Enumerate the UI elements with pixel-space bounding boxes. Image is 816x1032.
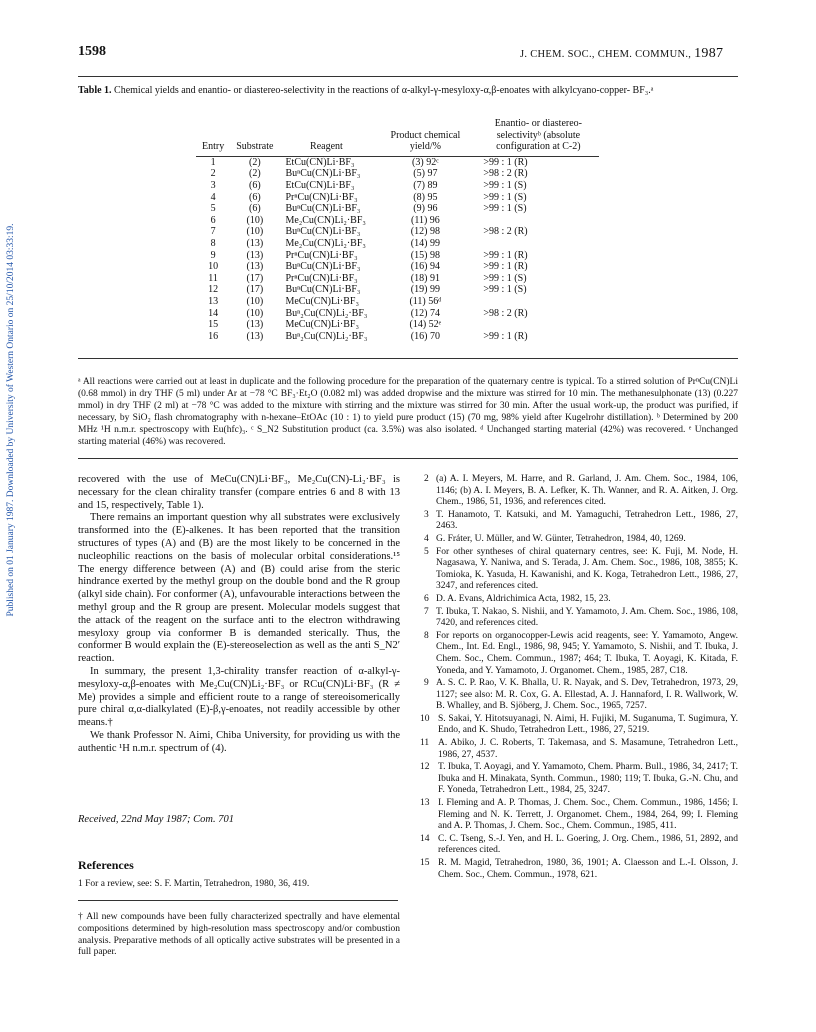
table-row [196,192,599,204]
yield-cell: (9) 96 [413,203,438,215]
entry-cell: 11 [208,272,218,284]
entry-cell: 7 [210,226,216,238]
entry-cell: 4 [210,191,216,203]
table-row [196,215,599,227]
selectivity-cell: >99 : 1 (S) [483,191,527,203]
reagent-cell: PrⁿCu(CN)Li·BF₃ [285,272,358,284]
table-row [196,331,599,343]
table-footnote-rule [78,458,738,459]
reference-text: (a) A. I. Meyers, M. Harre, and R. Garland, J. Am. Chem. Soc., 1984, 106, 1146; (b) A. I. Meyers, B. A. Lefker, K. Th. Wanner, and R. A. Aitken, J. Org. Chem., 1986, 51, 1936, and references cited. [436,474,738,508]
table-caption [78,84,738,97]
table-row [196,261,599,273]
substrate-cell: (2) [248,168,261,180]
reference-item [424,474,738,509]
reference-item [424,510,738,533]
entry-cell: 14 [208,307,219,319]
reference-text: C. C. Tseng, S.-J. Yen, and H. L. Goering, J. Org. Chem., 1986, 51, 2892, and references cited. [438,833,738,856]
col-entry: Entry [196,118,230,156]
references-heading: References [78,858,134,872]
reference-text: A. S. C. P. Rao, V. K. Bhalla, U. R. Nayak, and S. Dev, Tetrahedron, 1973, 29, 1127; see also: M. R. Cox, G. A. Ellestad, A. J. Hannaford, I. R. Wallwork, W. B. Whalley, and B. Sjöberg, J. Chem. Soc., 1965, 7257. [436,678,738,712]
body-text [78,474,400,756]
reference-item [420,833,738,857]
substrate-cell: (13) [246,261,264,273]
reference-text: I. Fleming and A. P. Thomas, J. Chem. Soc., Chem. Commun., 1986, 1456; I. Fleming and N. K. Terrett, J. Organomet. Chem., 1984, 264, 99; I. Fleming and A. P. Thomas, J. Chem. Soc., Chem. Commun., 1985, 411. [438,798,738,832]
table-row [196,250,599,262]
reference-item [78,878,400,890]
substrate-cell: (13) [246,330,264,342]
substrate-cell: (13) [246,249,264,261]
yield-cell: (3) 92ᶜ [412,156,439,168]
received-line: Received, 22nd May 1987; Com. 701 [78,814,234,825]
yield-cell: (14) 99 [410,237,440,249]
selectivity-cell: >99 : 1 (S) [483,203,527,215]
selectivity-cell: >99 : 1 (S) [483,272,527,284]
yield-cell: (15) 98 [410,249,440,261]
selectivity-cell: >99 : 1 (R) [483,156,528,168]
col-yield: Product chemical yield/% [373,118,477,156]
table-row [196,308,599,320]
reference-text: R. M. Magid, Tetrahedron, 1980, 36, 1901; A. Claesson and L.-I. Olsson, J. Chem. Soc., Chem. Commun., 1978, 621. [438,858,738,880]
selectivity-cell [477,296,599,308]
substrate-cell: (13) [246,237,264,249]
substrate-cell: (6) [248,179,261,191]
col-substrate: Substrate [230,118,279,156]
yield-cell: (5) 97 [413,168,438,180]
yield-cell: (11) 96 [410,214,440,226]
reference-text: T. Ibuka, T. Aoyagi, and Y. Yamamoto, Chem. Pharm. Bull., 1986, 34, 2417; T. Ibuka and H. Minakata, Synth. Commun., 1980; 119; T. Ibuka, G.-N. Chu, and F. Yoneda, Tetrahedron Lett., 1984, 25, 3247. [438,762,738,796]
reference-item [424,594,738,606]
reference-text: For a review, see: S. F. Martin, Tetrahedron, 1980, 36, 419. [85,879,310,889]
reagent-cell: BuⁿCu(CN)Li·BF₃ [285,226,361,238]
table-row [196,238,599,250]
reference-number: 3 [424,509,429,520]
reagent-cell: Me₂Cu(CN)Li₂·BF₃ [285,237,366,249]
reference-item [420,858,738,881]
reagent-cell: BuⁿCu(CN)Li·BF₃ [285,284,361,296]
reference-item [424,547,738,593]
reference-number: 12 [420,762,430,773]
reagent-cell: PrⁿCu(CN)Li·BF₃ [285,191,358,203]
selectivity-cell: >99 : 1 (R) [483,330,528,342]
substrate-cell: (6) [248,191,261,203]
yield-cell: (8) 95 [413,191,438,203]
yield-cell: (16) 94 [410,261,440,273]
yield-cell: (19) 99 [410,284,440,296]
reference-item [420,713,738,737]
selectivity-cell: >99 : 1 (R) [483,261,528,273]
entry-cell: 1 [210,156,216,168]
table-body [196,156,599,342]
reagent-cell: EtCu(CN)Li·BF₃ [285,179,355,191]
entry-cell: 6 [210,214,216,226]
reference-number: 15 [420,858,430,868]
journal-year: 1987 [694,46,724,61]
dagger-footnote: † All new compounds have been fully characterized spectrally and have elemental compositions determined by high-resolution mass spectroscopy and/or combustion analysis. Preparative methods of all optically active substrates will be presented in a full paper. [78,912,400,958]
substrate-cell: (13) [246,319,264,331]
reference-number: 5 [424,546,429,557]
reference-item [420,738,738,761]
substrate-cell: (6) [248,203,261,215]
selectivity-cell [477,215,599,227]
reagent-cell: BuⁿCu(CN)Li·BF₃ [285,203,361,215]
reference-item [424,678,738,713]
entry-cell: 5 [210,203,216,215]
reference-number: 10 [420,713,430,724]
entry-cell: 9 [210,249,216,261]
entry-cell: 10 [208,261,219,273]
selectivity-cell [477,238,599,250]
table-row [196,226,599,238]
table-row [196,156,599,168]
yield-cell: (12) 98 [410,226,440,238]
entry-cell: 2 [210,168,216,180]
reagent-cell: Me₂Cu(CN)Li₂·BF₃ [285,214,366,226]
reference-text: For other syntheses of chiral quaternary centres, see: K. Fuji, M. Node, H. Nagasawa, Y. Naniwa, and S. Terada, J. Am. Chem. Soc., 1986, 108, 3855; K. Tomioka, K. Yasuda, H. Kawanishi, and K. Koga, Tetrahedron Lett., 1986, 27, 3247, and references cited. [436,546,738,592]
yield-cell: (18) 91 [410,272,440,284]
table-bottom-rule [78,358,738,359]
reference-number: 6 [424,593,429,604]
yield-cell: (16) 70 [410,330,440,342]
entry-cell: 13 [208,295,219,307]
table-caption-text: Chemical yields and enantio- or diastereo-selectivity in the reactions of α-alkyl-γ-mesyloxy-α,β-enoates with alkylcyano-copper- BF₃.ᵃ [114,85,654,96]
entry-cell: 8 [210,237,216,249]
reference-text: S. Sakai, Y. Hitotsuyanagi, N. Aimi, H. Fujiki, M. Suganuma, T. Sugimura, Y. Endo, and K. Shudo, Tetrahedron Lett., 1986, 27, 5219. [438,713,738,736]
substrate-cell: (10) [246,214,264,226]
yield-cell: (12) 74 [410,307,440,319]
table-footnote: ᵃ All reactions were carried out at least in duplicate and the following procedure for the preparation of the quaternary centre is typical. To a stirred solution of PrⁿCu(CN)Li (0.68 mmol) in dry THF (5 ml) under Ar at −78 °C BF₃·Et₂O (0.082 ml) was added dropwise and the mixture was stirred for 10 min. The methanesulphonate (13) (0.227 mmol) in dry THF (2 ml) at −78 °C was added to the mixture with stirring and the mixture was stirred for 30 min. After the usual work-up, the product was purified, if necessary, by SiO₂ flash chromatography with n-hexane–EtOAc (10 : 1) to yield pure product (15) (70 mg, 98% yield after Kugelrohr distillation). ᵇ Determined by 200 MHz ¹H n.m.r. spectroscopy with Eu(hfc)₃. ᶜ S_N2 Substitution product (ca. 3.5%) was also isolated. ᵈ Unchanged starting material (42%) was recovered. ᵉ Unchanged starting material (46%) was recovered. [78,377,738,447]
body-paragraph: There remains an important question why all substrates were exclusively transformed into the (E)-alkenes. It has been reported that the transition structures of types (A) and (B) are the most likely to be concerned in the nucleophilic reactions on the basis of molecular orbital considerations.¹⁵ The energy difference between (A) and (B) could arise from the steric hindrance exerted by the methyl group on the double bond and the R group (alkyl side chain). For conformer (A), unfavourable interactions between the methyl group and the R group are present. Molecular models suggest that the attack of the reagent on the surface anti to the electron withdrawing mesyloxy group via conformer B is demanded sterically. Thus, the conformer B would explain the (E)-stereoselection as well as the anti S_N2′ reaction. [78,512,400,665]
body-paragraph: We thank Professor N. Aimi, Chiba University, for providing us with the authentic ¹H n.m.r. spectrum of (4). [78,729,400,754]
reagent-cell: MeCu(CN)Li·BF₃ [285,319,359,331]
table-row [196,319,599,331]
reference-text: G. Fráter, U. Müller, and W. Günter, Tetrahedron, 1984, 40, 1269. [436,533,686,544]
entry-cell: 3 [210,179,216,191]
substrate-cell: (17) [246,284,264,296]
reagent-cell: Buⁿ₂Cu(CN)Li₂·BF₃ [285,307,368,319]
substrate-cell: (10) [246,295,264,307]
references-list [420,474,738,882]
table-row [196,168,599,180]
journal-header [520,46,723,62]
reference-number: 4 [424,533,429,544]
footnote-rule [78,900,398,901]
journal-name: J. CHEM. SOC., CHEM. COMMUN., [520,49,692,60]
selectivity-cell: >99 : 1 (R) [483,249,528,261]
results-table [196,118,599,342]
reference-item [424,607,738,630]
entry-cell: 16 [208,330,219,342]
reference-number: 11 [420,738,430,749]
reagent-cell: MeCu(CN)Li·BF₃ [285,295,359,307]
body-paragraph: recovered with the use of MeCu(CN)Li·BF₃, Me₂Cu(CN)-Li₂·BF₃ is necessary for the clean chirality transfer (compare entries 6 and 8 with 13 and 15, respectively, Table 1). [78,474,400,511]
reference-item [424,534,738,546]
selectivity-cell: >99 : 1 (S) [483,179,527,191]
selectivity-cell: >99 : 1 (S) [483,284,527,296]
selectivity-cell: >98 : 2 (R) [483,168,528,180]
reagent-cell: Buⁿ₂Cu(CN)Li₂·BF₃ [285,330,368,342]
reference-text: D. A. Evans, Aldrichimica Acta, 1982, 15, 23. [436,593,611,604]
substrate-cell: (17) [246,272,264,284]
reference-number: 9 [424,678,429,689]
reagent-cell: PrⁿCu(CN)Li·BF₃ [285,249,358,261]
download-note[interactable]: Published on 01 January 1987. Downloaded by University of Western Ontario on 25/10/2014 03:33:19. [6,223,16,617]
header-rule [78,76,738,77]
reference-item [420,762,738,797]
col-reagent: Reagent [279,118,373,156]
reference-number: 8 [424,630,429,641]
selectivity-cell [477,319,599,331]
table-row [196,180,599,192]
table-row [196,203,599,215]
reagent-cell: BuⁿCu(CN)Li·BF₃ [285,168,361,180]
reference-item [424,631,738,677]
substrate-cell: (10) [246,307,264,319]
entry-cell: 12 [208,284,219,296]
col-selectivity: Enantio- or diastereo- selectivityᵇ (absolute configuration at C-2) [477,118,599,156]
table-row [196,296,599,308]
substrate-cell: (10) [246,226,264,238]
table-row [196,284,599,296]
reference-number: 14 [420,833,430,844]
reference-text: A. Abiko, J. C. Roberts, T. Takemasa, and S. Masamune, Tetrahedron Lett., 1986, 27, 4537. [438,738,738,760]
selectivity-cell: >98 : 2 (R) [483,307,528,319]
selectivity-cell: >98 : 2 (R) [483,226,528,238]
substrate-cell: (2) [248,156,261,168]
table-row [196,273,599,285]
yield-cell: (11) 56ᵈ [409,295,442,307]
yield-cell: (7) 89 [413,179,438,191]
table-caption-label: Table 1. [78,85,112,96]
entry-cell: 15 [208,319,219,331]
reference-item [420,798,738,833]
reference-number: 7 [424,606,429,617]
reference-number: 13 [420,798,430,809]
body-paragraph: In summary, the present 1,3-chirality transfer reaction of α-alkyl-γ-mesyloxy-α,β-enoates with Me₂Cu(CN)Li₂·BF₃ or RCu(CN)Li·BF₃ (R ≠ Me) provides a simple and efficient route to a range of stereoisomerically pure chiral α,α-dialkylated (E)-β,γ-enoates, not readily accessible by other means.† [78,665,400,729]
reagent-cell: EtCu(CN)Li·BF₃ [285,156,355,168]
yield-cell: (14) 52ᵉ [409,319,442,331]
reference-text: T. Ibuka, T. Nakao, S. Nishii, and Y. Yamamoto, J. Am. Chem. Soc., 1986, 108, 7420, and references cited. [436,606,738,629]
download-sidebar [6,180,20,660]
reference-number: 2 [424,474,429,484]
page-number: 1598 [78,44,106,59]
reference-text: T. Hanamoto, T. Katsuki, and M. Yamaguchi, Tetrahedron Lett., 1986, 27, 2463. [436,509,738,532]
reagent-cell: BuⁿCu(CN)Li·BF₃ [285,261,361,273]
reference-text: For reports on organocopper-Lewis acid reagents, see: Y. Yamamoto, Angew. Chem., Int. Ed. Engl., 1986, 98, 945; Y. Yamamoto, S. Nishii, and T. Ibuka, J. Chem. Soc., Chem. Commun., 1987; 464; T. Ibuka, T. Aoyagi, K. Kitada, F. Yoneda, and Y. Yamamoto, J. Organomet. Chem., 1985, 287, C18. [436,630,738,676]
reference-number: 1 [78,879,83,889]
